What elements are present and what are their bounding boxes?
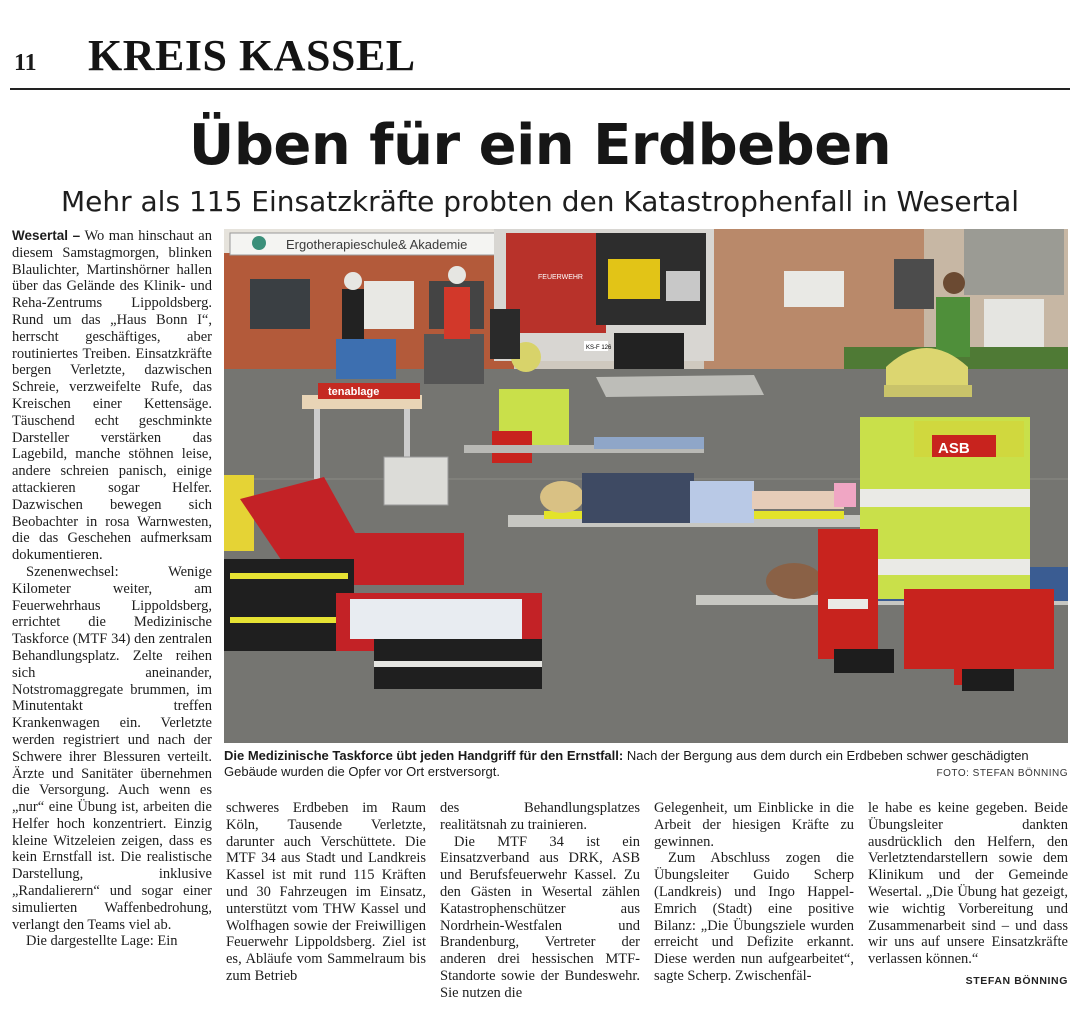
dateline: Wesertal – <box>12 228 81 243</box>
paragraph: le habe es keine gegeben. Beide Übungsleiter dankten ausdrücklich den Helfern, den Verletztendarstellern sowie dem Klinikum und der Gemeinde Wesertal. „Die Übung hat gezeigt, wie wichtig Vorbereitung und Zusammenarbeit sind – und dass wir uns auf unsere Einsatzkräfte verlassen können.“ <box>868 800 1068 968</box>
truck-plate: KS-F 126 <box>586 345 612 351</box>
paragraph: Die dargestellte Lage: Ein <box>26 933 178 950</box>
paragraph: des Behandlungsplatzes realitätsnah zu trainieren. <box>440 800 640 833</box>
paragraph: Gelegenheit, um Einblicke in die Arbeit der hiesigen Kräfte zu gewinnen. <box>654 800 854 850</box>
header-rule <box>10 88 1070 90</box>
text-column-3 <box>440 800 640 1002</box>
section-title: KREIS KASSEL <box>88 31 416 80</box>
text-column-4 <box>654 800 854 985</box>
paragraph: Zum Abschluss zogen die Übungsleiter Guido Scherp (Landkreis) und Ingo Happel-Emrich (Stadt) eine positive Bilanz: „Die Übungsziele wurden erreicht und Defizite erkannt. Diese werden nun aufgearbeitet“, sagte Scherp. Zwischenfäl- <box>654 850 854 984</box>
paragraph: schweres Erdbeben im Raum Köln, Tausende Verletzte, darunter auch Verschüttete. Die MTF 34 aus Stadt und Landkreis Kassel ist mit rund 115 Kräften und 30 Fahrzeugen im Einsatz, unterstützt vom THW Kassel und Wolfhagen sowie der Freiwilligen Feuerwehr Lippoldsberg. Ziel ist es, Abläufe vom Sammelraum bis zum Betrieb <box>226 800 426 984</box>
caption-text: Nach der Bergung aus dem durch ein Erdbeben schwer geschädigten Gebäude wurden die Opfer vor Ort erstversorgt. <box>224 748 1029 779</box>
article-photo <box>224 229 1068 743</box>
author-byline: STEFAN BÖNNING <box>965 975 1068 987</box>
truck-label: FEUERWEHR <box>538 274 583 281</box>
paragraph: Szenenwechsel: Wenige Kilometer weiter, am Feuerwehrhaus Lippoldsberg, errichtet die Medizinische Taskforce (MTF 34) den zentralen Behandlungsplatz. Zelte reihen sich aneinander, Notstromaggregate brummen, im Minutentakt treffen Krankenwagen ein. Verletzte werden registriert und nach der Schwere ihrer Blessuren verteilt. Ärzte und Sanitäter übernehmen die Versorgung. Auch wenn es „nur“ eine Übung ist, arbeiten die Helfer hoch konzentriert. Einzig kleine Witzeleien zeigen, dass es kein Ernstfall ist. Die realistische Darstellung, inklusive „Randalierern“ und sogar einer simulierten Waffenbedrohung, verlangt den Teams viel ab. <box>12 563 212 933</box>
text-column-1 <box>12 228 212 950</box>
page-number: 11 <box>14 50 37 76</box>
paragraph-text: Wo man hinschaut an diesem Samstagmorgen, blinken Blaulichter, Martinshörner hallen über das Gelände des Klinik- und Reha-Zentrums Lippoldsberg. Rund um das „Haus Bonn I“, herrscht geschäftiges, aber routiniertes Treiben. Einsatzkräfte bergen Verletzte, dazwischen Schreie, verzweifelte Rufe, das Kreischen einer Kettensäge. Täuschend echt geschminkte Darsteller verstärken das Lagebild, manche stöhnen leise, andere schreien panisch, einige attackieren sogar Helfer. Dazwischen bewegen sich Beobachter in rosa Warnwesten, die das Geschehen aufmerksam dokumentieren. <box>12 228 212 564</box>
caption-lead: Die Medizinische Taskforce übt jeden Handgriff für den Ernstfall: <box>224 748 624 763</box>
text-column-2 <box>226 800 426 985</box>
asb-logo-text: ASB <box>938 440 970 457</box>
article-subheadline: Mehr als 115 Einsatzkräfte probten den Katastrophenfall in Wesertal <box>60 185 1020 218</box>
article-headline: Üben für ein Erdbeben <box>188 113 892 178</box>
photo-credit: FOTO: STEFAN BÖNNING <box>936 768 1068 779</box>
paragraph: Die MTF 34 ist ein Einsatzverband aus DRK, ASB und Berufsfeuerwehr Kassel. Zu den Gästen in Wesertal zählen Katastrophenschützer aus Nordrhein-Westfalen und Brandenburg, Vertreter der anderen drei hessischen MTF-Standorte sowie der Bundeswehr. Sie nutzen die <box>440 833 640 1001</box>
table-label: tenablage <box>328 386 380 398</box>
text-column-5 <box>868 800 1068 968</box>
paragraph <box>12 228 212 564</box>
sign-text: Ergotherapieschule& Akademie <box>286 237 468 252</box>
